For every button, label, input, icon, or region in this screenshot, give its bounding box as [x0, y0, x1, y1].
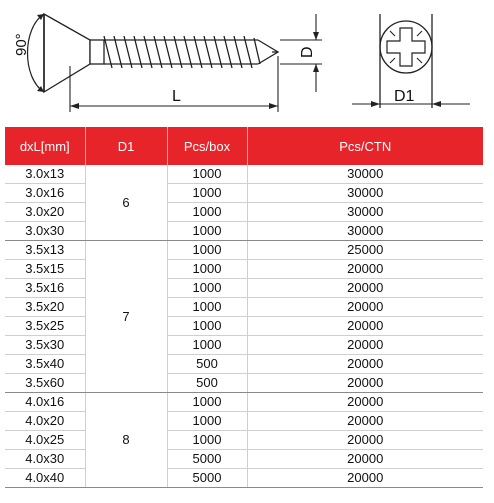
screw-thread — [104, 36, 278, 68]
cell-size: 4.0x16 — [5, 393, 85, 412]
header-size: dxL[mm] — [5, 127, 85, 165]
cell-size: 3.5x40 — [5, 355, 85, 374]
cell-pcs-ctn: 20000 — [247, 279, 483, 298]
cell-pcs-ctn: 20000 — [247, 450, 483, 469]
angle-label: 90° — [13, 33, 30, 56]
cell-pcs-box: 1000 — [167, 431, 247, 450]
cell-size: 3.0x13 — [5, 165, 85, 184]
table-header-row — [5, 127, 483, 165]
cell-size: 3.5x20 — [5, 298, 85, 317]
cell-pcs-ctn: 20000 — [247, 469, 483, 488]
cell-pcs-box: 1000 — [167, 184, 247, 203]
table-row — [5, 374, 483, 393]
screw-technical-drawing — [0, 0, 494, 125]
table-row — [5, 469, 483, 488]
cell-size: 3.0x30 — [5, 222, 85, 241]
cell-pcs-box: 5000 — [167, 450, 247, 469]
cell-size: 3.5x30 — [5, 336, 85, 355]
cell-pcs-ctn: 30000 — [247, 203, 483, 222]
cell-size: 3.0x16 — [5, 184, 85, 203]
cell-pcs-ctn: 20000 — [247, 336, 483, 355]
cell-size: 3.5x60 — [5, 374, 85, 393]
header-pcs-ctn: Pcs/CTN — [247, 127, 483, 165]
table-row — [5, 355, 483, 374]
cell-pcs-box: 5000 — [167, 469, 247, 488]
cell-pcs-box: 500 — [167, 374, 247, 393]
table-row — [5, 203, 483, 222]
cell-size: 4.0x20 — [5, 412, 85, 431]
cell-pcs-ctn: 30000 — [247, 222, 483, 241]
table-row — [5, 450, 483, 469]
table-row — [5, 412, 483, 431]
diameter-label: D — [299, 46, 316, 58]
table-body — [5, 165, 483, 488]
cell-d1: 8 — [85, 393, 167, 488]
cell-pcs-box: 500 — [167, 355, 247, 374]
cell-pcs-ctn: 30000 — [247, 165, 483, 184]
cell-pcs-ctn: 20000 — [247, 393, 483, 412]
cell-d1: 7 — [85, 241, 167, 393]
length-label: L — [172, 88, 181, 105]
cell-pcs-ctn: 30000 — [247, 184, 483, 203]
screw-head — [44, 14, 90, 92]
cell-size: 3.5x13 — [5, 241, 85, 260]
cell-pcs-box: 1000 — [167, 279, 247, 298]
cell-pcs-ctn: 25000 — [247, 241, 483, 260]
cell-size: 3.5x25 — [5, 317, 85, 336]
table-row — [5, 260, 483, 279]
cell-pcs-box: 1000 — [167, 241, 247, 260]
table-row — [5, 431, 483, 450]
cell-pcs-ctn: 20000 — [247, 431, 483, 450]
cell-d1: 6 — [85, 165, 167, 241]
cell-size: 4.0x40 — [5, 469, 85, 488]
cell-size: 4.0x30 — [5, 450, 85, 469]
cell-pcs-box: 1000 — [167, 298, 247, 317]
cell-pcs-box: 1000 — [167, 317, 247, 336]
cell-pcs-ctn: 20000 — [247, 355, 483, 374]
table-row — [5, 241, 483, 260]
cell-pcs-ctn: 20000 — [247, 374, 483, 393]
table-row — [5, 298, 483, 317]
cell-pcs-ctn: 20000 — [247, 317, 483, 336]
table-row — [5, 184, 483, 203]
cell-pcs-box: 1000 — [167, 412, 247, 431]
cell-pcs-box: 1000 — [167, 222, 247, 241]
head-diameter-label: D1 — [394, 88, 415, 105]
cell-pcs-ctn: 20000 — [247, 260, 483, 279]
header-d1: D1 — [85, 127, 167, 165]
cell-pcs-box: 1000 — [167, 336, 247, 355]
cell-pcs-ctn: 20000 — [247, 412, 483, 431]
screw-spec-table — [5, 127, 483, 488]
cell-size: 4.0x25 — [5, 431, 85, 450]
table-row — [5, 393, 483, 412]
table-row — [5, 222, 483, 241]
cell-size: 3.5x16 — [5, 279, 85, 298]
table-row — [5, 336, 483, 355]
cell-pcs-box: 1000 — [167, 203, 247, 222]
cell-pcs-box: 1000 — [167, 260, 247, 279]
cell-pcs-ctn: 20000 — [247, 298, 483, 317]
table-row — [5, 165, 483, 184]
cell-size: 3.0x20 — [5, 203, 85, 222]
header-pcs-box: Pcs/box — [167, 127, 247, 165]
table-row — [5, 317, 483, 336]
cell-pcs-box: 1000 — [167, 165, 247, 184]
screw-shank — [90, 40, 104, 64]
table-row — [5, 279, 483, 298]
cell-pcs-box: 1000 — [167, 393, 247, 412]
cell-size: 3.5x15 — [5, 260, 85, 279]
